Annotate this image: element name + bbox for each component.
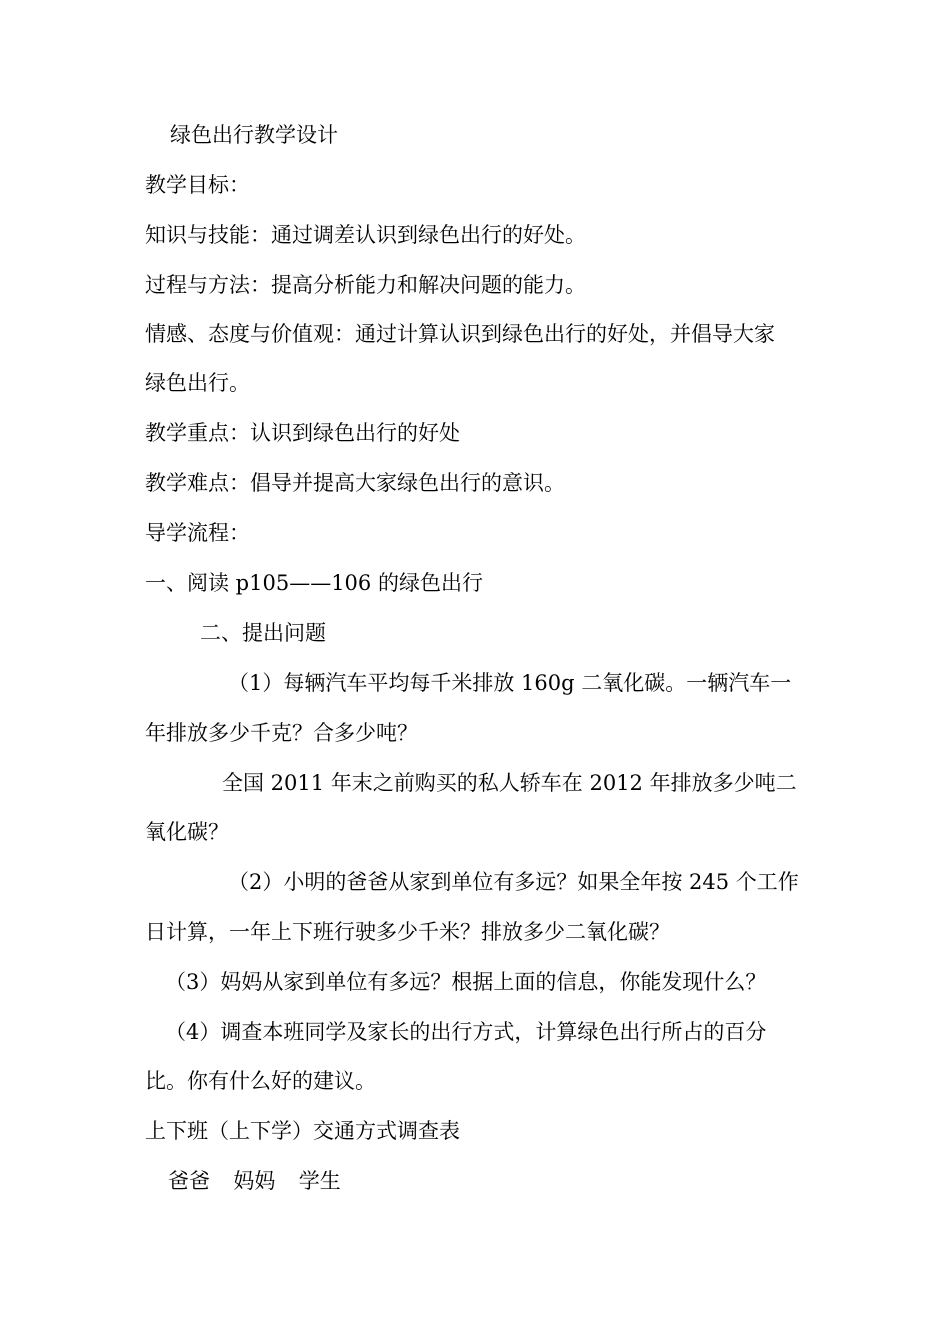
emotion-line-2: 绿色出行。 [145,371,250,395]
step-2-line: 二、提出问题 [200,621,326,645]
question-1-line-1: （1）每辆汽车平均每千米排放 160g 二氧化碳。一辆汽车一 [228,671,792,695]
flow-heading: 导学流程： [145,521,250,545]
difficult-point-line: 教学难点：倡导并提高大家绿色出行的意识。 [145,471,565,495]
question-2-line-1: （2）小明的爸爸从家到单位有多远？如果全年按 245 个工作 [228,870,799,894]
survey-column-student: 学生 [298,1169,341,1193]
survey-columns [168,1166,341,1196]
emotion-line-1: 情感、态度与价值观：通过计算认识到绿色出行的好处，并倡导大家 [145,322,775,346]
document-title: 绿色出行教学设计 [170,123,338,147]
question-1b-line-1: 全国 2011 年末之前购买的私人轿车在 2012 年排放多少吨二 [222,771,797,795]
objectives-heading: 教学目标： [145,173,250,197]
survey-column-mother: 妈妈 [233,1169,276,1193]
step-1-line: 一、阅读 p105——106 的绿色出行 [145,571,483,595]
question-4-line-2: 比。你有什么好的建议。 [145,1069,376,1093]
knowledge-skills-line: 知识与技能：通过调差认识到绿色出行的好处。 [145,223,586,247]
question-4-line-1: （4）调查本班同学及家长的出行方式，计算绿色出行所占的百分 [165,1020,767,1044]
question-2-line-2: 日计算，一年上下班行驶多少千米？排放多少二氧化碳？ [145,920,670,944]
question-1b-line-2: 氧化碳？ [145,820,229,844]
survey-title: 上下班（上下学）交通方式调查表 [145,1119,460,1143]
process-method-line: 过程与方法：提高分析能力和解决问题的能力。 [145,273,586,297]
survey-column-father: 爸爸 [168,1169,210,1193]
key-point-line: 教学重点：认识到绿色出行的好处 [145,421,460,445]
question-3-line: （3）妈妈从家到单位有多远？根据上面的信息，你能发现什么？ [165,970,767,994]
question-1-line-2: 年排放多少千克？合多少吨？ [145,721,418,745]
